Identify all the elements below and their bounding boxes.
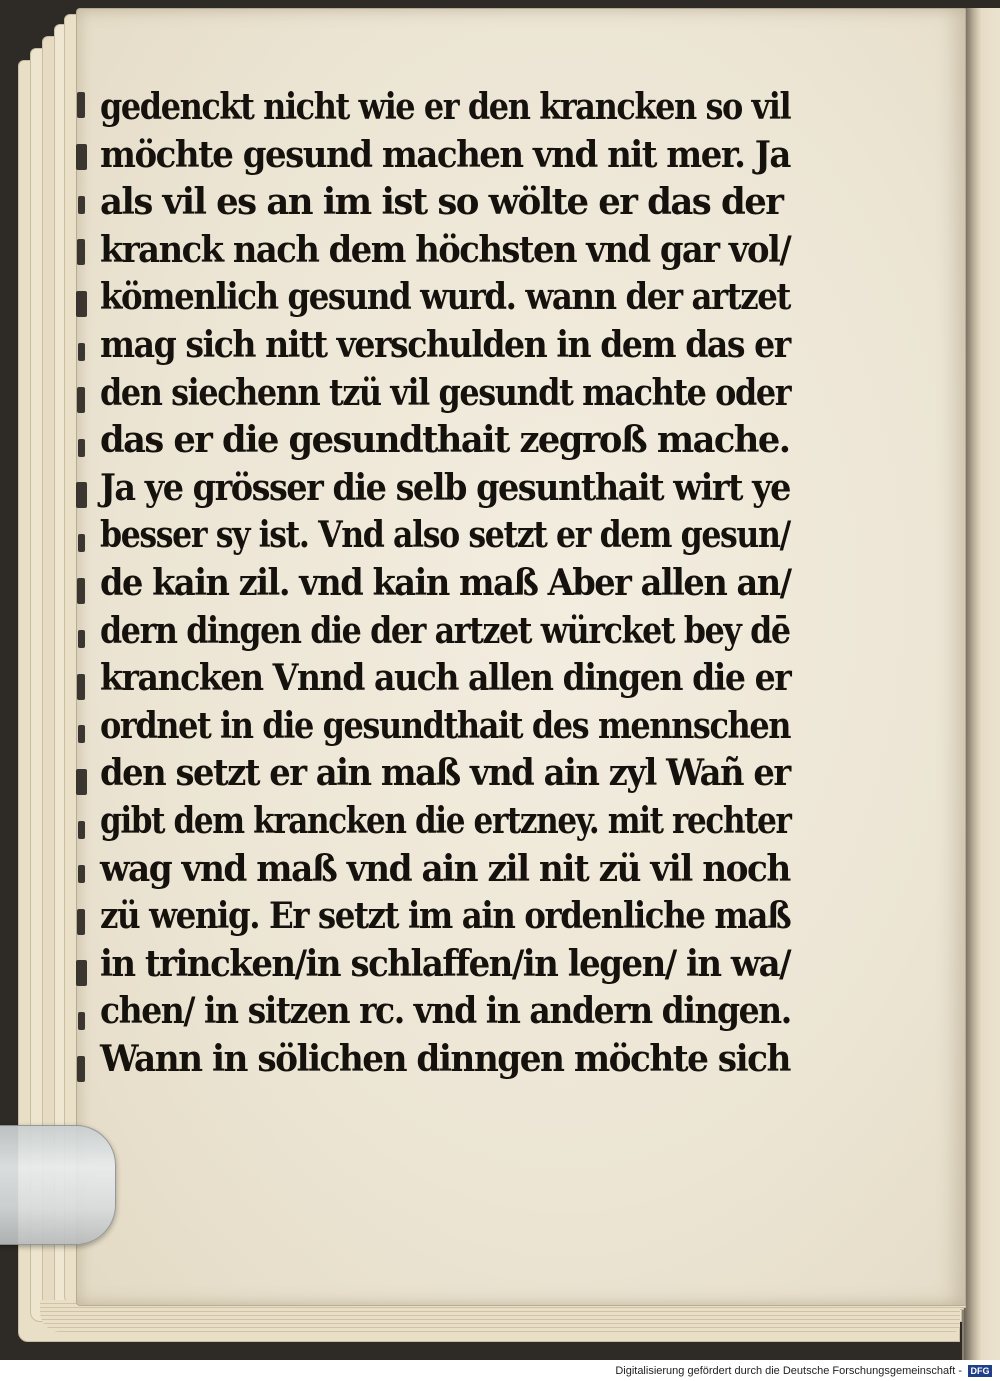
credit-bar — [0, 1360, 1000, 1381]
text-line: krancken Vnnd auch allen dingen die er — [100, 657, 791, 700]
text-line: chen/ in sitzen rc. vnd in andern dingen. — [100, 990, 791, 1033]
text-line: Wann in sölichen dinngen möchte sich — [100, 1037, 790, 1080]
text-line: wag vnd maß vnd ain zil nit zü vil noch — [100, 847, 790, 890]
text-line: Ja ye grösser die selb gesunthait wirt ye — [100, 466, 790, 509]
margin-bleed-letters — [70, 92, 92, 1082]
text-line: in trincken/in schlaffen/in legen/ in wa/ — [100, 942, 791, 985]
text-line: als vil es an im ist so wölte er das der — [100, 181, 783, 224]
text-line: de kain zil. vnd kain maß Aber allen an/ — [100, 561, 791, 604]
page-text — [100, 84, 800, 1083]
credit-text: Digitalisierung gefördert durch die Deutsche Forschungsgemeinschaft - — [615, 1364, 962, 1377]
text-line: kömenlich gesund wurd. wann der artzet — [100, 276, 790, 319]
text-line: möchte gesund machen vnd nit mer. Ja — [100, 133, 790, 176]
text-line: ordnet in die gesundthait des mennschen — [100, 704, 791, 747]
facing-page-edge — [962, 8, 1000, 1360]
page-clip — [0, 1125, 116, 1245]
text-line: dern dingen die der artzet würcket bey dē — [100, 609, 790, 652]
text-line: mag sich nitt verschulden in dem das er — [100, 323, 790, 366]
text-line: gedenckt nicht wie er den krancken so vil — [100, 86, 791, 128]
text-line: zü wenig. Er setzt im ain ordenliche maß — [100, 895, 791, 938]
text-line: den siechenn tzü vil gesundt machte oder — [100, 371, 791, 414]
text-line: kranck nach dem höchsten vnd gar vol/ — [100, 228, 791, 271]
text-line: den setzt er ain maß vnd ain zyl Wañ er — [100, 752, 790, 795]
text-line: das er die gesundthait zegroß mache. — [100, 419, 790, 462]
text-line: gibt dem krancken die ertzney. mit rechter — [100, 799, 791, 842]
dfg-logo: DFG — [968, 1365, 992, 1377]
text-line: besser sy ist. Vnd also setzt er dem gesun/ — [100, 514, 790, 557]
